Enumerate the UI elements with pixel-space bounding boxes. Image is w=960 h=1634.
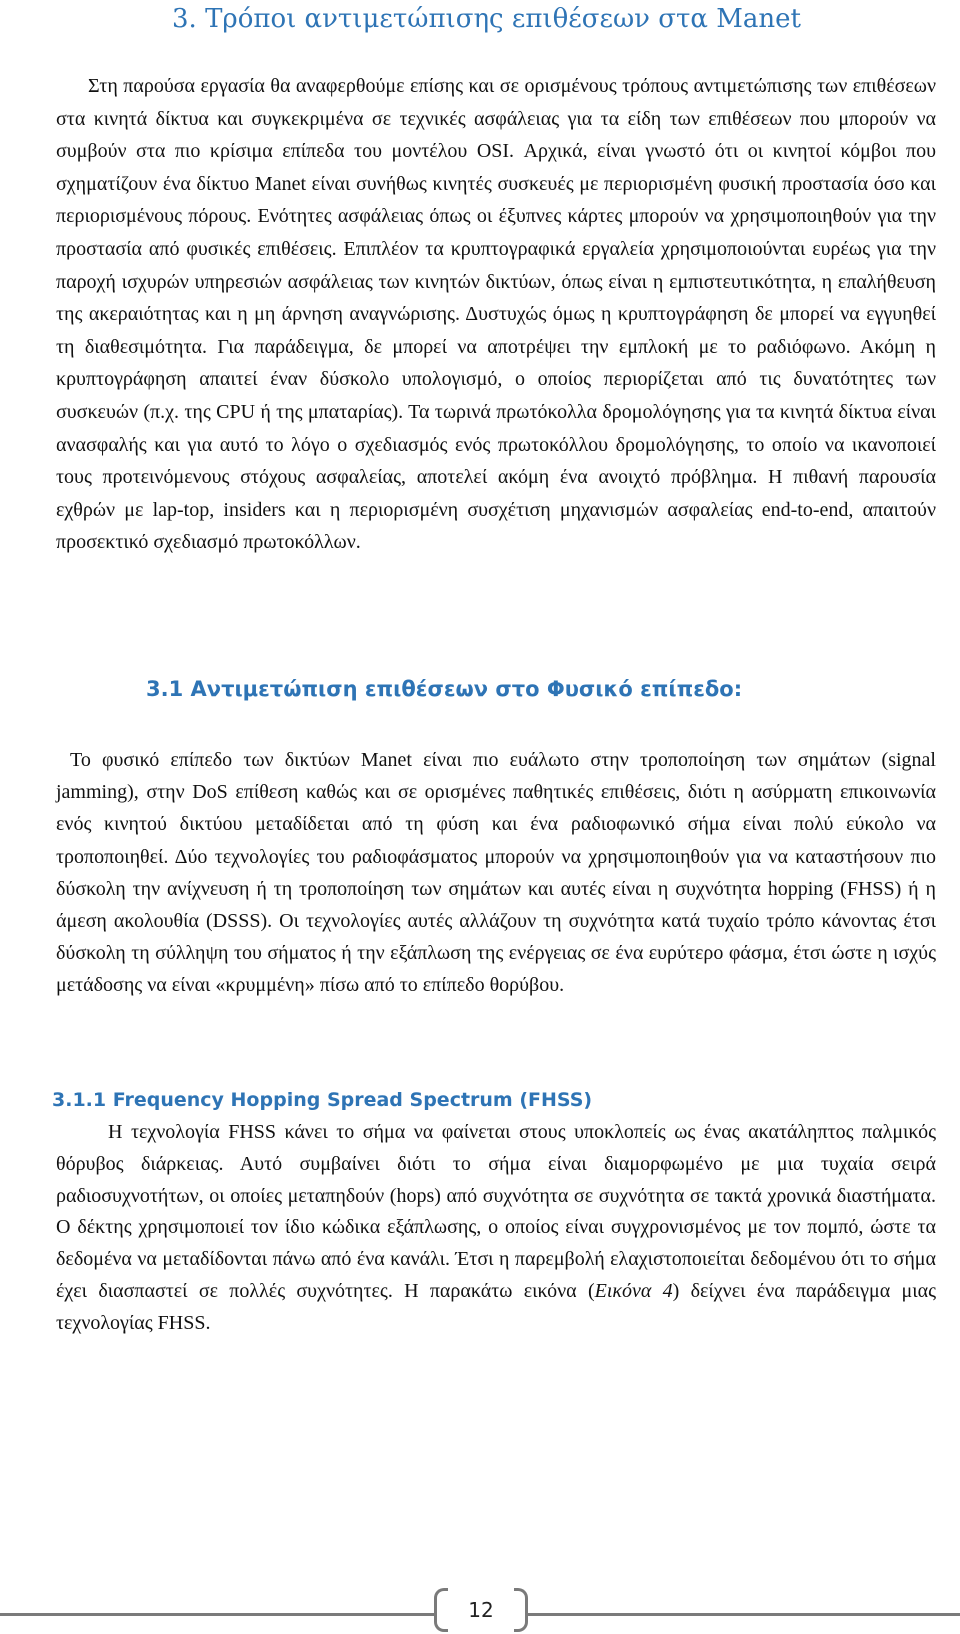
figure-reference: Εικόνα 4: [594, 1279, 673, 1302]
intro-paragraph: Στη παρούσα εργασία θα αναφερθούμε επίσης και σε ορισμένους τρόπους αντιμετώπισης των επιθέσεων στα κινητά δίκτυα και συγκεκριμένα σε τεχνικές ασφάλειας για τα είδη των επιθέσεων που μπορούν να συμβούν στα πιο κρίσιμα επίπεδα του μοντέλου OSI. Αρχικά, είναι γνωστό ότι οι κινητοί κόμβοι που σχηματίζουν ένα δίκτυο Manet είναι συνήθως κινητές συσκευές με περιορισμένη φυσική προστασία όσο και περιορισμένους πόρους. Ενότητες ασφάλειας όπως οι έξυπνες κάρτες μπορούν να χρησιμοποιηθούν για την προστασία από φυσικές επιθέσεις. Επιπλέον τα κρυπτογραφικά εργαλεία χρησιμοποιούνται ευρέως για την παροχή ισχυρών υπηρεσιών ασφάλειας των κινητών δικτύων, όπως είναι η εμπιστευτικότητα, η επαλήθευση της ακεραιότητας και η μη άρνηση αναγνώρισης. Δυστυχώς όμως η κρυπτογράφηση δε μπορεί να εγγυηθεί τη διαθεσιμότητα. Για παράδειγμα, δε μπορεί να αποτρέψει την εμπλοκή με το ραδιόφωνο. Ακόμη η κρυπτογράφηση απαιτεί έναν δύσκολο υπολογισμό, ο οποίος περιορίζεται από τις δυνατότητες των συσκευών (π.χ. της CPU ή της μπαταρίας). Τα τωρινά πρωτόκολλα δρομολόγησης για τα κινητά δίκτυα είναι ανασφαλής και για αυτό το λόγο ο σχεδιασμός ενός πρωτοκόλλου δρομολόγησης, το οποίο να ικανοποιεί τους προτεινόμενους στόχους ασφαλείας, αποτελεί ακόμη ένα ανοιχτό πρόβλημα. Η πιθανή παρουσία εχθρών με lap-top, insiders και η περιορισμένη συσχέτιση μηχανισμών ασφαλείας end-to-end, απαιτούν προσεκτικό σχεδιασμό πρωτοκόλλων.: [56, 75, 936, 554]
fhss-text-after: ) δείχνει ένα παράδειγμα μιας τεχνολογίας FHSS.: [56, 1279, 937, 1334]
page-footer: [0, 1582, 960, 1634]
fhss-paragraph: [56, 1117, 936, 1340]
footer-rule-right: [528, 1613, 960, 1616]
right-brace-icon: [514, 1588, 528, 1632]
footer-rule-left: [0, 1613, 434, 1616]
page-number: 12: [448, 1590, 514, 1630]
left-brace-icon: [434, 1588, 448, 1632]
subsubsection-title: 3.1.1 Frequency Hopping Spread Spectrum (FHSS): [52, 1089, 593, 1111]
section-title: 3. Τρόποι αντιμετώπισης επιθέσεων στα Manet: [172, 4, 801, 34]
physical-layer-paragraph: Το φυσικό επίπεδο των δικτύων Manet είναι πιο ευάλωτο στην τροποποίηση των σημάτων (signal jamming), στην DoS επίθεση καθώς και σε ορισμένες παθητικές επιθέσεις, διότι η ασύρματη επικοινωνία ενός κινητού δικτύου μεταδίδεται από τη φύση και ένα ραδιοφωνικό σήμα είναι πολύ εύκολο να τροποποιηθεί. Δύο τεχνολογίες του ραδιοφάσματος μπορούν να χρησιμοποιηθούν για να καταστήσουν πιο δύσκολη την ανίχνευση ή τη τροποποίηση των σημάτων και αυτές είναι η συχνότητα hopping (FHSS) ή η άμεση ακολουθία (DSSS). Οι τεχνολογίες αυτές αλλάζουν τη συχνότητα κατά τυχαίο τρόπο κάνοντας έτσι δύσκολη τη σύλληψη του σήματος ή την εξάπλωση της ενέργειας σε ένα ευρύτερο φάσμα, έτσι ώστε η ισχύς μετάδοσης να είναι «κρυμμένη» πίσω από το επίπεδο θορύβου.: [56, 749, 936, 997]
subsection-title: 3.1 Αντιμετώπιση επιθέσεων στο Φυσικό επίπεδο:: [146, 677, 743, 701]
fhss-text-before: Η τεχνολογία FHSS κάνει το σήμα να φαίνεται στους υποκλοπείς ως ένας ακατάληπτος παλμικός θόρυβος διάρκειας. Αυτό συμβαίνει διότι το σήμα είναι διαμορφωμένο με μια τυχαία σειρά ραδιοσυχνοτήτων, οι οποίες μεταπηδούν (hops) από συχνότητα σε συχνότητα σε τακτά χρονικά διαστήματα. Ο δέκτης χρησιμοποιεί τον ίδιο κώδικα εξάπλωσης, ο οποίος είναι συγχρονισμένος με τον πομπό, ώστε τα δεδομένα να μεταδίδονται πάνω από ένα κανάλι. Έτσι η παρεμβολή ελαχιστοποιείται δεδομένου ότι το σήμα έχει διασπαστεί σε πολλές συχνότητες. Η παρακάτω εικόνα (: [56, 1121, 936, 1302]
